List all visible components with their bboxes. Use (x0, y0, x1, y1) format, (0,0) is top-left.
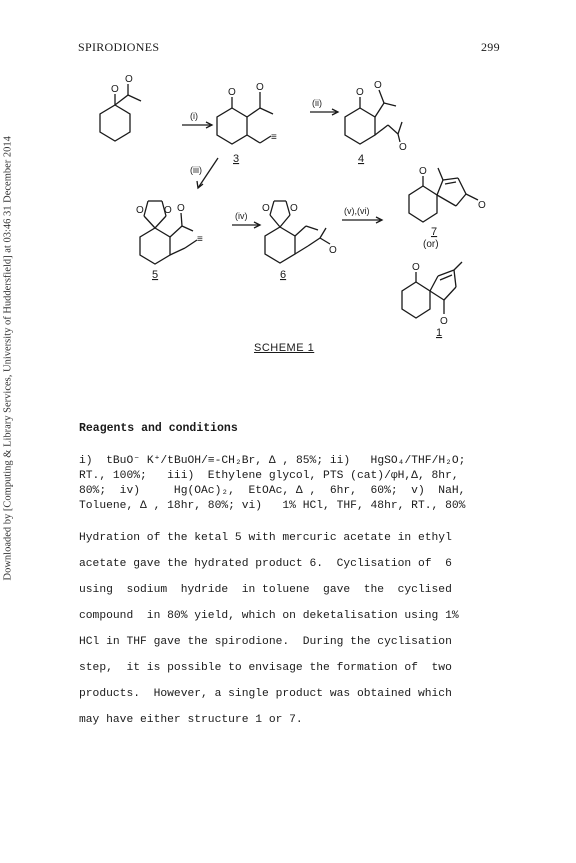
running-head: SPIRODIONES (78, 40, 160, 54)
oxygen-label: O (262, 203, 270, 214)
body-line: Hydration of the ketal 5 with mercuric acetate in ethyl (79, 532, 452, 544)
or-label: (or) (423, 239, 439, 250)
body-line: using sodium hydride in toluene gave the cyclised (79, 584, 452, 596)
oxygen-label: O (136, 205, 144, 216)
reagents-line: 80%; iv) Hg(OAc)₂, EtOAc, Δ , 6hr, 60%; v) NaH, (79, 485, 466, 497)
compound-diketone (100, 84, 141, 141)
reagents-line: Toluene, Δ , 18hr, 80%; vi) 1% HCl, THF, 48hr, RT., 80% (79, 500, 466, 512)
body-line: HCl in THF gave the spirodione. During the cyclisation (79, 636, 452, 648)
oxygen-label: O (440, 316, 448, 327)
body-line: may have either structure 1 or 7. (79, 714, 303, 726)
oxygen-label: O (228, 87, 236, 98)
compound-1-structure (402, 262, 462, 318)
alkyne-mark: ≡ (271, 132, 277, 143)
compound-number-7: 7 (431, 226, 438, 238)
reagents-heading: Reagents and conditions (79, 422, 238, 435)
oxygen-label: O (399, 142, 407, 153)
reagents-line: RT., 100%; iii) Ethylene glycol, PTS (cat)/φH,Δ, 8hr, (79, 470, 459, 482)
oxygen-label: O (419, 166, 427, 177)
body-line: acetate gave the hydrated product 6. Cyclisation of 6 (79, 558, 452, 570)
page-number: 299 (481, 40, 500, 54)
compound-number-5: 5 (152, 269, 159, 281)
oxygen-label: O (164, 205, 172, 216)
oxygen-label: O (329, 245, 337, 256)
compound-3-structure (217, 92, 273, 144)
oxygen-label: O (412, 262, 420, 273)
compound-4-structure (345, 90, 402, 144)
compound-number-3: 3 (233, 153, 240, 165)
body-line: step, it is possible to envisage the formation of two (79, 662, 452, 674)
oxygen-label: O (125, 74, 133, 85)
reaction-scheme (70, 70, 530, 340)
step-label-iii: (iii) (190, 165, 202, 175)
step-label-v-vi: (v),(vi) (344, 206, 370, 216)
compound-number-4: 4 (358, 153, 365, 165)
compound-number-6: 6 (280, 269, 287, 281)
oxygen-label: O (256, 82, 264, 93)
body-line: compound in 80% yield, which on deketalisation using 1% (79, 610, 459, 622)
alkyne-mark: ≡ (197, 234, 203, 245)
step-label-iv: (iv) (235, 211, 248, 221)
oxygen-label: O (374, 80, 382, 91)
compound-number-1: 1 (436, 327, 443, 339)
oxygen-label: O (356, 87, 364, 98)
download-side-note: Downloaded by [Computing & Library Services, University of Huddersfield] at 03:46 31 December 2014 (2, 136, 14, 581)
reagents-line: i) tBuO⁻ K⁺/tBuOH/≡-CH₂Br, Δ , 85%; ii) HgSO₄/THF/H₂O; (79, 455, 466, 467)
oxygen-label: O (177, 203, 185, 214)
step-label-i: (i) (190, 111, 198, 121)
step-label-ii: (ii) (312, 98, 322, 108)
oxygen-label: O (111, 84, 119, 95)
scheme-caption: SCHEME 1 (254, 342, 315, 354)
oxygen-label: O (290, 203, 298, 214)
body-line: products. However, a single product was obtained which (79, 688, 452, 700)
oxygen-label: O (478, 200, 486, 211)
